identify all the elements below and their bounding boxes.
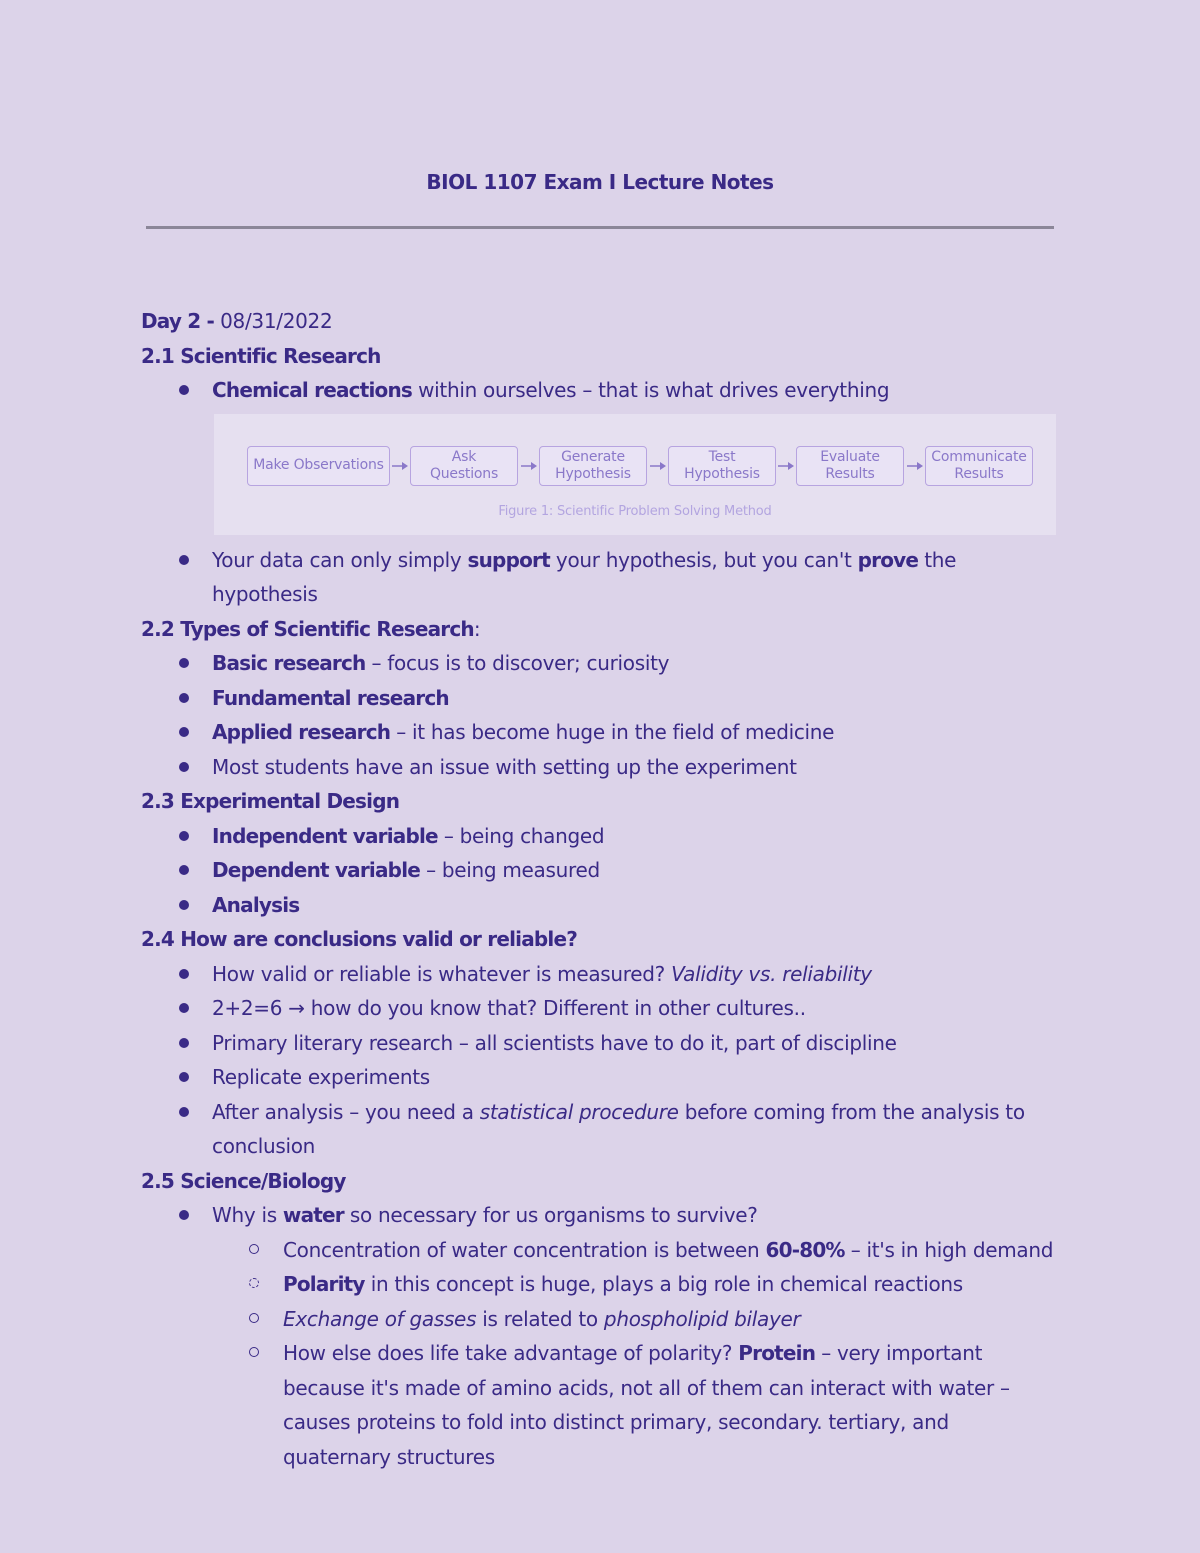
italic-term: phospholipid bilayer (603, 1306, 801, 1331)
section-heading-2-1: 2.1 Scientific Research (141, 343, 381, 368)
figure-caption: Figure 1: Scientific Problem Solving Method (498, 503, 772, 519)
item-text: so necessary for us organisms to survive? (343, 1203, 758, 1227)
nested-list-item (212, 1233, 1061, 1268)
item-text: – being measured (420, 858, 600, 882)
bold-term: Applied research (212, 720, 391, 744)
item-text: the hypothesis (212, 547, 957, 606)
flow-arrow-icon (391, 459, 409, 473)
bold-term: Basic research (212, 651, 366, 675)
flow-arrow-icon (649, 459, 667, 473)
item-text: is related to (476, 1306, 604, 1331)
item-text: Primary literary research – all scientists have to do it, part of discipline (212, 1030, 897, 1055)
notes-body (141, 304, 1061, 1474)
list-item (141, 750, 1061, 785)
section-heading-2-4: 2.4 How are conclusions valid or reliable? (141, 927, 578, 951)
item-text: before coming from the analysis to conclusion (212, 1099, 1025, 1158)
section-heading-2-3: 2.3 Experimental Design (141, 789, 400, 813)
day-label: Day 2 - (141, 309, 215, 333)
list-item (141, 681, 1061, 716)
day-date: 08/31/2022 (220, 309, 333, 333)
section-heading-2-5: 2.5 Science/Biology (141, 1168, 346, 1193)
heading-colon: : (473, 616, 481, 641)
item-text: How else does life take advantage of polarity? (283, 1341, 739, 1365)
bold-term: Fundamental research (212, 685, 449, 710)
section-2-3-list (141, 819, 1061, 923)
list-item (141, 853, 1061, 888)
document-title: BIOL 1107 Exam I Lecture Notes (426, 170, 774, 194)
italic-term: statistical procedure (479, 1099, 679, 1124)
item-text: Why is (212, 1203, 283, 1227)
item-text: Your data can only simply (212, 547, 468, 572)
flow-step-box: Communicate Results (925, 446, 1033, 486)
title-divider (146, 226, 1054, 229)
section-2-4-list (141, 957, 1061, 1164)
bold-term: Polarity (283, 1272, 365, 1296)
nested-list-item (212, 1302, 1061, 1337)
item-text: Concentration of water concentration is between (283, 1237, 766, 1262)
item-text: How valid or reliable is whatever is measured? (212, 961, 672, 986)
flow-step-box: Test Hypothesis (668, 446, 776, 486)
nested-list (212, 1233, 1061, 1475)
flow-arrow-icon (777, 459, 795, 473)
item-text: After analysis – you need a (212, 1099, 480, 1124)
section-2-1-list-cont (141, 543, 1061, 612)
list-item (141, 1095, 1061, 1164)
item-text: 2+2=6 → how do you know that? Different in other cultures.. (212, 996, 806, 1020)
flow-arrow-icon (906, 459, 924, 473)
list-item (141, 888, 1061, 923)
bold-term: 60-80% (765, 1237, 845, 1262)
italic-term: Exchange of gasses (283, 1306, 477, 1331)
item-text: Replicate experiments (212, 1065, 430, 1089)
list-item (141, 957, 1061, 992)
list-item (141, 819, 1061, 854)
section-2-1-list (141, 373, 1061, 408)
flow-step-box: Ask Questions (410, 446, 518, 486)
flow-arrow-icon (520, 459, 538, 473)
bold-term: Analysis (212, 892, 300, 917)
item-text: – it has become huge in the field of medicine (390, 720, 835, 744)
bold-term: prove (857, 547, 919, 572)
list-item (141, 543, 1061, 612)
nested-list-item (212, 1267, 1061, 1302)
bold-term: Dependent variable (212, 858, 421, 882)
flow-step-box: Evaluate Results (796, 446, 904, 486)
flow-step-box: Make Observations (247, 446, 390, 486)
bold-term: Independent variable (212, 823, 438, 848)
flow-step-box: Generate Hypothesis (539, 446, 647, 486)
item-text: Most students have an issue with setting up the experiment (212, 754, 797, 779)
list-item (141, 1198, 1061, 1474)
bold-term: Protein (738, 1341, 816, 1365)
item-text: – it's in high demand (844, 1237, 1054, 1262)
heading-text: 2.2 Types of Scientific Research (141, 616, 474, 641)
item-text: – being changed (437, 823, 605, 848)
item-text: – very important because it's made of amino acids, not all of them can interact with water – causes proteins to fold into distinct primary, secondary. tertiary, and quaternary structures (283, 1341, 1010, 1469)
item-text: within ourselves – that is what drives everything (412, 378, 890, 402)
day-line (141, 304, 1061, 339)
list-item (141, 646, 1061, 681)
list-item (141, 991, 1061, 1026)
item-text: your hypothesis, but you can't (549, 547, 858, 572)
bold-term: Chemical reactions (212, 378, 413, 402)
section-2-5-list (141, 1198, 1061, 1474)
bold-term: water (282, 1203, 344, 1227)
list-item (141, 1026, 1061, 1061)
item-text: – focus is to discover; curiosity (365, 651, 670, 675)
section-heading-2-2 (141, 612, 1061, 647)
item-text: in this concept is huge, plays a big role in chemical reactions (364, 1272, 963, 1296)
bold-term: support (467, 547, 550, 572)
nested-list-item (212, 1336, 1061, 1474)
list-item (141, 715, 1061, 750)
list-item (141, 1060, 1061, 1095)
list-item (141, 373, 1061, 408)
section-2-2-list (141, 646, 1061, 784)
italic-term: Validity vs. reliability (671, 961, 872, 986)
scientific-method-figure (214, 414, 1056, 535)
